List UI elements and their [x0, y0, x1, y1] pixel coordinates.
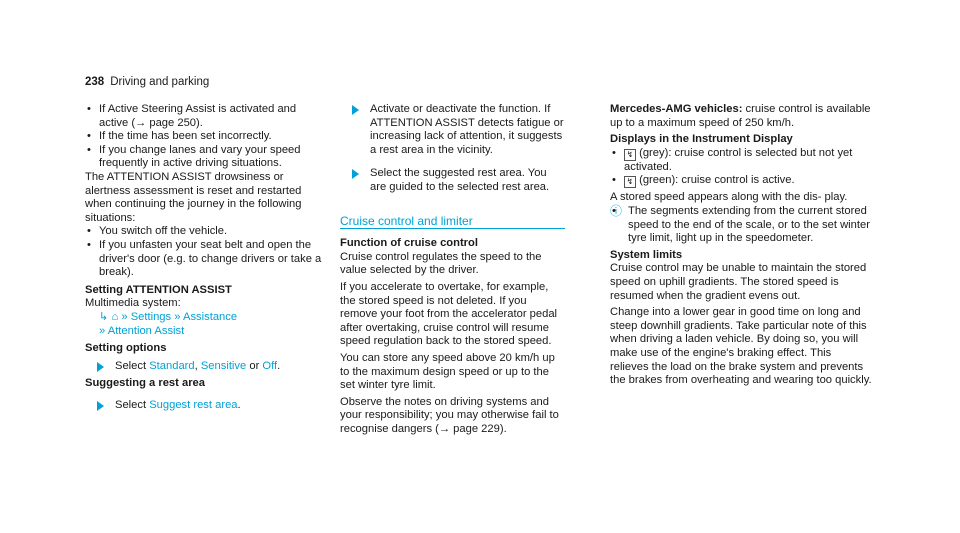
select-label: Select: [115, 398, 147, 411]
action-text: Select the suggested rest area. You are guided to the selected rest area.: [370, 167, 550, 193]
column-2: [340, 103, 565, 436]
paragraph: Cruise control regulates the speed to the value selected by the driver.: [340, 250, 542, 277]
action-row: Select Suggest rest area.: [85, 399, 325, 413]
paragraph: You can store any speed above 20 km/h up to the maximum design speed or up to the set winter tyre limit.: [340, 351, 555, 392]
info-icon: • ⓘ: [610, 203, 623, 218]
suggest-rest-area-link[interactable]: Suggest rest area: [149, 398, 238, 411]
action-arrow-icon: [352, 169, 359, 179]
action-row: Select Standard, Sensitive or Off.: [85, 360, 325, 374]
list-item: [610, 174, 872, 188]
display-heading: Displays in the Instrument Display: [610, 133, 793, 146]
home-icon: ⌂: [111, 310, 119, 323]
limits-heading: System limits: [610, 248, 683, 261]
action-arrow-icon: [352, 105, 359, 115]
action-arrow-icon: [97, 362, 104, 372]
option-sensitive[interactable]: Sensitive: [200, 359, 247, 372]
action-text: Activate or deactivate the function. If ATTENTION ASSIST detects fatigue or increasing lack of attention, it suggests a rest area in the vicinity.: [370, 103, 564, 156]
list-item: • If you change lanes and vary your speed frequently in active driving situations.: [85, 144, 325, 171]
page-number: 238: [85, 76, 105, 88]
chevron-icon: »: [174, 310, 181, 323]
note-text: The segments extending from the current stored speed to the end of the scale, or to the set winter tyre limit, light up in the speedometer.: [628, 204, 870, 245]
paragraph: A stored speed appears along with the dis- play.: [610, 191, 848, 204]
action-arrow-icon: [97, 401, 104, 411]
list-text: (grey): cruise control is selected but not yet activated.: [624, 146, 853, 173]
amg-label: Mercedes-AMG vehicles:: [610, 103, 743, 115]
list-item: • If Active Steering Assist is activated and active (→ page 250).: [85, 103, 325, 130]
cruise-control-icon: ↯: [624, 176, 636, 188]
column-3: [610, 103, 872, 388]
options-heading: Setting options: [85, 342, 167, 355]
section-title: Cruise control and limiter: [340, 213, 473, 228]
setting-heading: Setting ATTENTION ASSIST: [85, 283, 232, 296]
paragraph: Observe the notes on driving systems and your responsibility; you may otherwise fail to recognise dangers (→ page 229).: [340, 395, 559, 435]
rest-heading: Suggesting a rest area: [85, 377, 205, 390]
section-title: Driving and parking: [110, 76, 210, 88]
paragraph: Cruise control may be unable to maintain the stored speed on uphill gradients. The stored speed is resumed when the gradient evens out.: [610, 262, 867, 302]
arrow-icon: ↳: [99, 310, 109, 323]
amg-text: cruise control is available up to a maximum speed of 250 km/h.: [610, 103, 871, 129]
action-row: [340, 167, 565, 194]
option-standard[interactable]: Standard: [149, 359, 195, 372]
column-1: [85, 103, 325, 412]
list-item: [610, 147, 872, 175]
function-heading: Function of cruise control: [340, 237, 478, 250]
list-item: • If the time has been set incorrectly.: [85, 130, 325, 144]
cruise-control-icon: ↯: [624, 149, 636, 161]
path-assistance[interactable]: Assistance: [182, 310, 238, 323]
paragraph: The ATTENTION ASSIST drowsiness or alertness assessment is reset and restarted when continuing the journey in the following situations:: [85, 170, 302, 224]
select-label: Select: [115, 359, 147, 372]
chevron-icon: »: [121, 310, 128, 323]
page-header: [85, 76, 209, 90]
amg-paragraph: [610, 103, 872, 130]
list-text: (green): cruise control is active.: [639, 174, 795, 187]
path-settings[interactable]: Settings: [130, 310, 172, 323]
chevron-icon: »: [99, 324, 106, 337]
action-row: [340, 103, 565, 157]
multimedia-label: Multimedia system:: [85, 297, 181, 310]
list-item: • You switch off the vehicle.: [85, 225, 325, 239]
list-item: • If you unfasten your seat belt and open the driver's door (e.g. to change drivers or take a break).: [85, 239, 325, 280]
paragraph: If you accelerate to overtake, for example, the stored speed is not deleted. If you remove your foot from the accelerator pedal after overtaking, cruise control will resume speed regulation back to the stored speed.: [340, 280, 558, 348]
or-label: or: [249, 359, 260, 372]
note: [610, 205, 872, 246]
paragraph: Change into a lower gear in good time on long and steep downhill gradients. Take particular note of this when driving a laden vehicle. By doing so, you will make use of the engine's braking effect. This relieves the load on the brake system and prevents the brakes from overheating and wearing too quickly.: [610, 306, 872, 387]
path-attention-assist[interactable]: Attention Assist: [107, 324, 185, 337]
menu-path: [85, 311, 325, 325]
option-off[interactable]: Off: [262, 359, 278, 372]
